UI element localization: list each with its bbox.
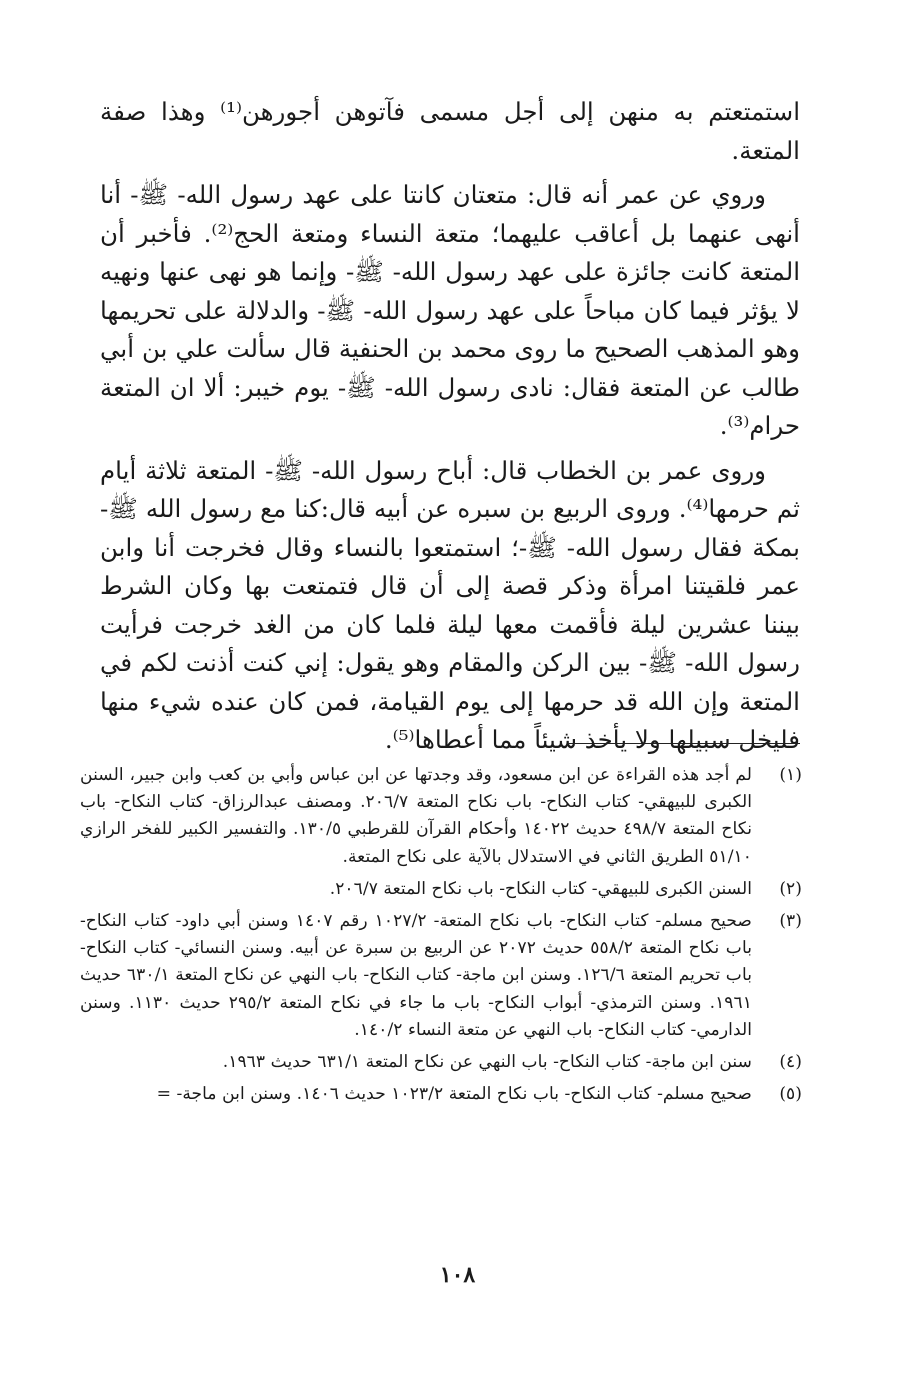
- footnote-5: [80, 1081, 802, 1108]
- footnote-1: [80, 762, 802, 871]
- footnote-number: (٥): [779, 1084, 802, 1105]
- footnote-text: سنن ابن ماجة- كتاب النكاح- باب النهي عن نكاح المتعة ٦٣١/١ حديث ١٩٦٣.: [222, 1052, 752, 1073]
- footnote-text: السنن الكبرى للبيهقي- كتاب النكاح- باب نكاح المتعة ٢٠٦/٧.: [329, 878, 752, 899]
- page-number: ١٠٨: [439, 1262, 476, 1288]
- footnote-3: [80, 908, 802, 1044]
- footnote-2: [80, 876, 802, 903]
- footnote-text: صحيح مسلم- كتاب النكاح- باب نكاح المتعة- ١٠٢٧/٢ رقم ١٤٠٧ وسنن أبي داود- كتاب النكاح- باب نكاح المتعة ٥٥٨/٢ حديث ٢٠٧٢ عن الربيع بن سبرة عن أبيه. وسنن النسائي- كتاب النكاح- باب تحريم المتعة ١٢٦/٦. وسنن ابن ماجة- كتاب النكاح- باب النهي عن نكاح المتعة ٦٣٠/١ حديث ١٩٦١. وسنن الترمذي- أبواب النكاح- باب ما جاء في نكاح المتعة ٢٩٥/٢ حديث ١١٣٠. وسنن الدارمي- كتاب النكاح- باب النهي عن متعة النساء ١٤٠/٢.: [80, 911, 753, 1040]
- paragraph-1: استمتعتم به منهن إلى أجل مسمى فآتوهن أجورهن⁽¹⁾ وهذا صفة المتعة.: [100, 97, 800, 165]
- footnote-number: (٢): [779, 878, 802, 899]
- footnote-number: (٤): [779, 1052, 802, 1073]
- footnote-4: [80, 1049, 802, 1076]
- footnote-number: (١): [779, 765, 802, 785]
- footnotes: [80, 762, 802, 1113]
- footnote-text: صحيح مسلم- كتاب النكاح- باب نكاح المتعة ١٠٢٣/٢ حديث ١٤٠٦. وسنن ابن ماجة- =: [156, 1084, 752, 1105]
- footnote-number: (٣): [779, 911, 802, 932]
- footnote-text: لم أجد هذه القراءة عن ابن مسعود، وقد وجدتها عن ابن عباس وأبي بن كعب وابن جبير، السنن الكبرى للبيهقي- كتاب النكاح- باب نكاح المتعة ٢٠٦/٧. ومصنف عبدالرزاق- كتاب النكاح- باب نكاح المتعة ٤٩٨/٧ حديث ١٤٠٢٢ وأحكام القرآن للقرطبي ١٣٠/٥. والتفسير الكبير للفخر الرازي ٥١/١٠ الطريق الثاني في الاستدلال بالآية على نكاح المتعة.: [80, 765, 752, 867]
- footnote-separator: [568, 743, 800, 744]
- paragraph-3: وروى عمر بن الخطاب قال: أباح رسول الله- ﷺ- المتعة ثلاثة أيام ثم حرمها⁽⁴⁾. وروى الربيع بن سبره عن أبيه قال:كنا مع رسول الله ﷺ- بمكة فقال رسول الله- ﷺ-؛ استمتعوا بالنساء وقال فخرجت أنا وابن عمر فلقيتنا امرأة وذكر قصة إلى أن قال فتمتعت بها وكان الشرط بيننا عشرين ليلة فأقمت معها ليلة فلما كان من الغد خرجت فرأيت رسول الله- ﷺ- بين الركن والمقام وهو يقول: إني كنت أذنت لكم في المتعة وإن الله قد حرمها إلى يوم القيامة، فمن كان عنده شيء منها فليخل سبيلها ولا يأخذ شيئاً مما أعطاها⁽⁵⁾.: [100, 455, 800, 754]
- main-text: [100, 93, 800, 760]
- paragraph-2: وروي عن عمر أنه قال: متعتان كانتا على عهد رسول الله- ﷺ- أنا أنهى عنهما بل أعاقب عليهما؛ متعة النساء ومتعة الحج⁽²⁾. فأخبر أن المتعة كانت جائزة على عهد رسول الله- ﷺ- وإنما هو نهى عنها ونهيه لا يؤثر فيما كان مباحاً على عهد رسول الله- ﷺ- والدلالة على تحريمها وهو المذهب الصحيح ما روى محمد بن الحنفية قال سألت علي بن أبي طالب عن المتعة فقال: نادى رسول الله- ﷺ- يوم خيبر: ألا ان المتعة حرام⁽³⁾.: [100, 180, 800, 440]
